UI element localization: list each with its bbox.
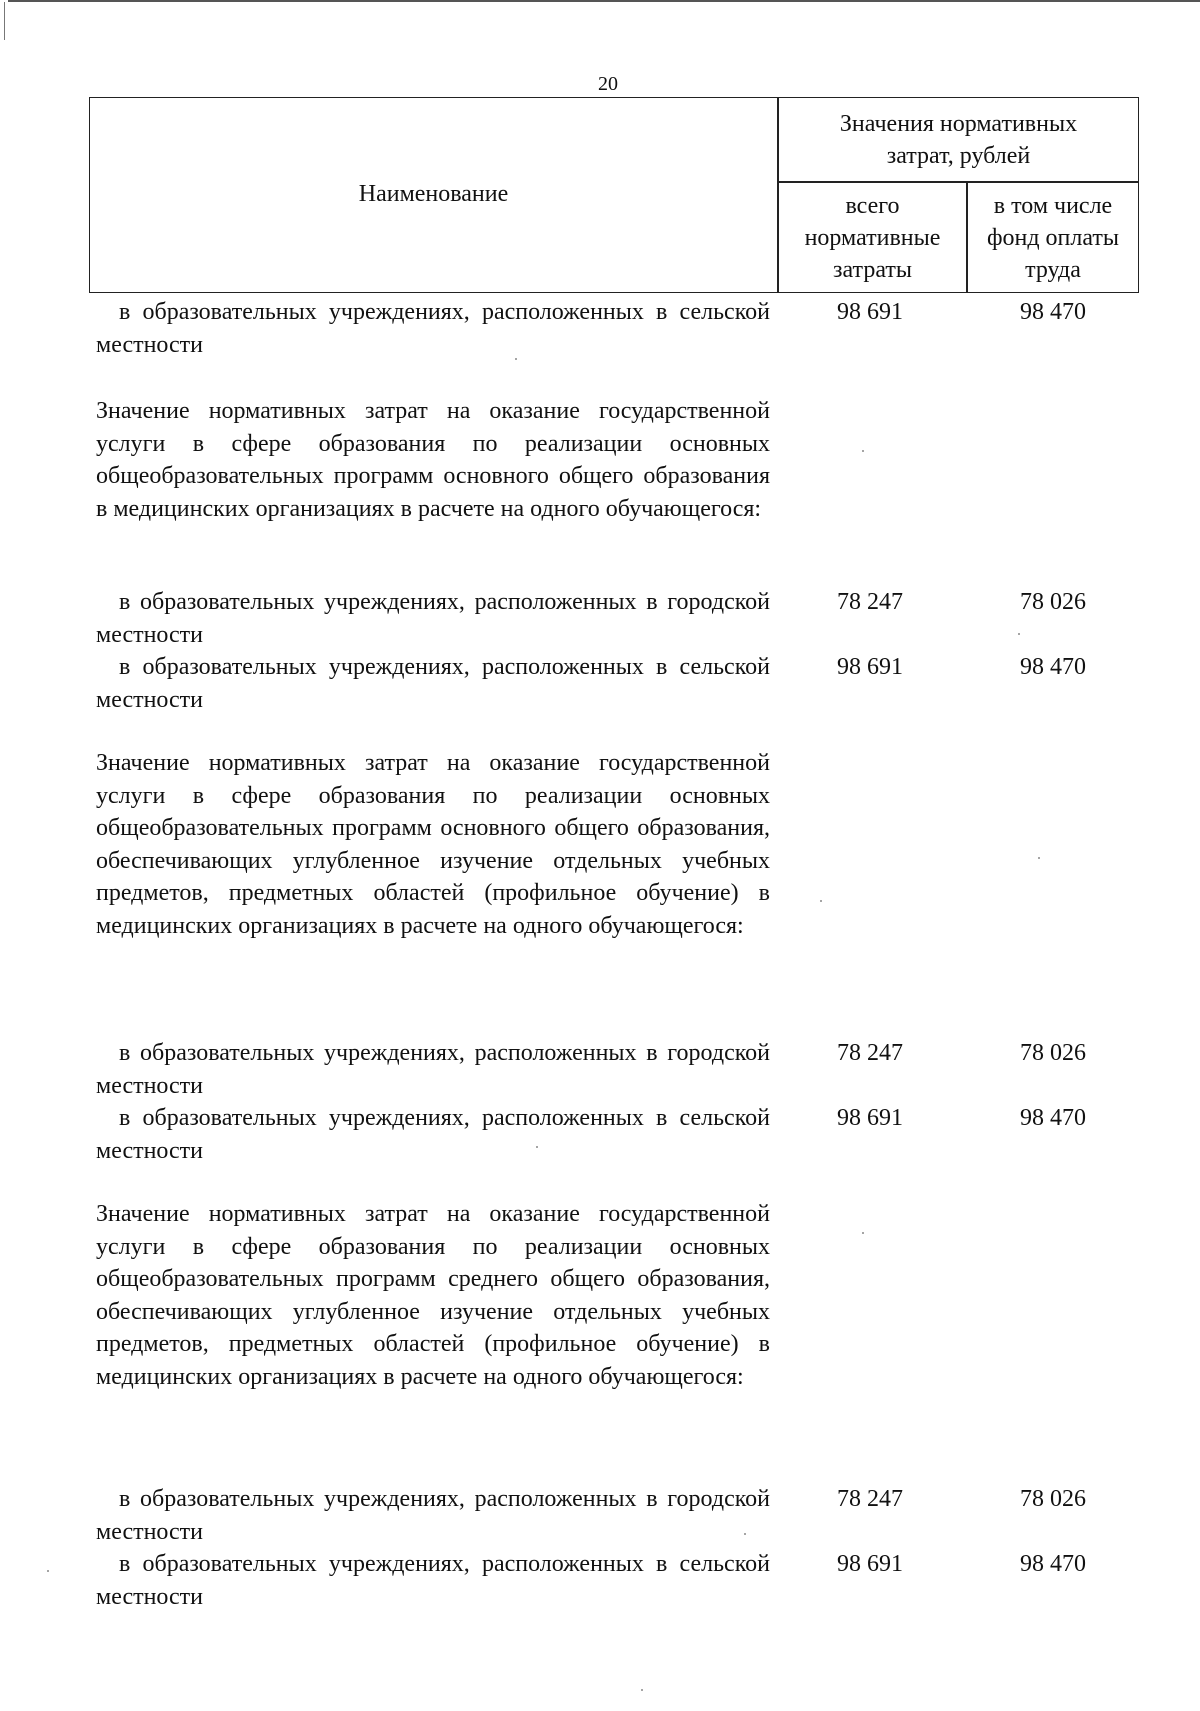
header-payroll-line: в том числе: [993, 193, 1113, 219]
row-label: в образовательных учреждениях, расположенных в сельской местности: [96, 299, 770, 358]
row-payroll-value: 78 026: [1020, 1486, 1086, 1512]
row-total-value: 98 691: [837, 299, 903, 325]
header-total-line: затраты: [833, 257, 912, 283]
header-total-line: нормативные: [804, 225, 941, 251]
scan-speck: [536, 1146, 538, 1148]
row-total-value: 98 691: [837, 1105, 903, 1131]
scan-speck: [47, 1570, 49, 1572]
scan-speck: [862, 1232, 864, 1234]
row-payroll-value: 98 470: [1020, 654, 1086, 680]
row-total-value: 98 691: [837, 1551, 903, 1577]
row-payroll-value: 98 470: [1020, 1551, 1086, 1577]
scan-speck: [744, 1533, 746, 1535]
header-payroll-line: труда: [1025, 257, 1081, 283]
row-total-value: 98 691: [837, 654, 903, 680]
row-label: в образовательных учреждениях, расположенных в сельской местности: [96, 1551, 770, 1610]
scan-speck: [1018, 633, 1020, 635]
row-total-value: 78 247: [837, 1040, 903, 1066]
row-total-value: 78 247: [837, 589, 903, 615]
row-total-value: 78 247: [837, 1486, 903, 1512]
section-heading-label: Значение нормативных затрат на оказание государственной услуги в сфере образования по реализации основных общеобразовательных программ среднего общего образования, обеспечивающих углубленное изучение отдельных учебных предметов, предметных областей (профильное обучение) в медицинских организациях в расчете на одного обучающегося:: [96, 1201, 770, 1390]
row-label: в образовательных учреждениях, расположенных в сельской местности: [96, 654, 770, 713]
row-label: в образовательных учреждениях, расположенных в городской местности: [96, 1486, 770, 1545]
page-number: 20: [598, 73, 618, 95]
header-payroll-line: фонд оплаты: [986, 225, 1120, 251]
scan-speck: [515, 358, 517, 360]
row-label: в образовательных учреждениях, расположенных в городской местности: [96, 589, 770, 648]
section-heading-label: Значение нормативных затрат на оказание государственной услуги в сфере образования по реализации основных общеобразовательных программ основного общего образования, обеспечивающих углубленное изучение отдельных учебных предметов, предметных областей (профильное обучение) в медицинских организациях в расчете на одного обучающегося:: [96, 750, 770, 939]
scan-speck: [1038, 857, 1040, 859]
header-group-line: затрат, рублей: [886, 143, 1031, 169]
row-payroll-value: 78 026: [1020, 589, 1086, 615]
row-label: в образовательных учреждениях, расположенных в сельской местности: [96, 1105, 770, 1164]
row-payroll-value: 78 026: [1020, 1040, 1086, 1066]
header-total-line: всего: [845, 193, 900, 219]
scan-speck: [641, 1689, 643, 1691]
header-name-column: Наименование: [358, 181, 509, 207]
row-payroll-value: 98 470: [1020, 1105, 1086, 1131]
section-heading-label: Значение нормативных затрат на оказание государственной услуги в сфере образования по реализации основных общеобразовательных программ основного общего образования в медицинских организациях в расчете на одного обучающегося:: [96, 398, 770, 522]
scan-speck: [862, 450, 864, 452]
scan-speck: [820, 900, 822, 902]
header-group-line: Значения нормативных: [839, 111, 1078, 137]
row-payroll-value: 98 470: [1020, 299, 1086, 325]
row-label: в образовательных учреждениях, расположенных в городской местности: [96, 1040, 770, 1099]
